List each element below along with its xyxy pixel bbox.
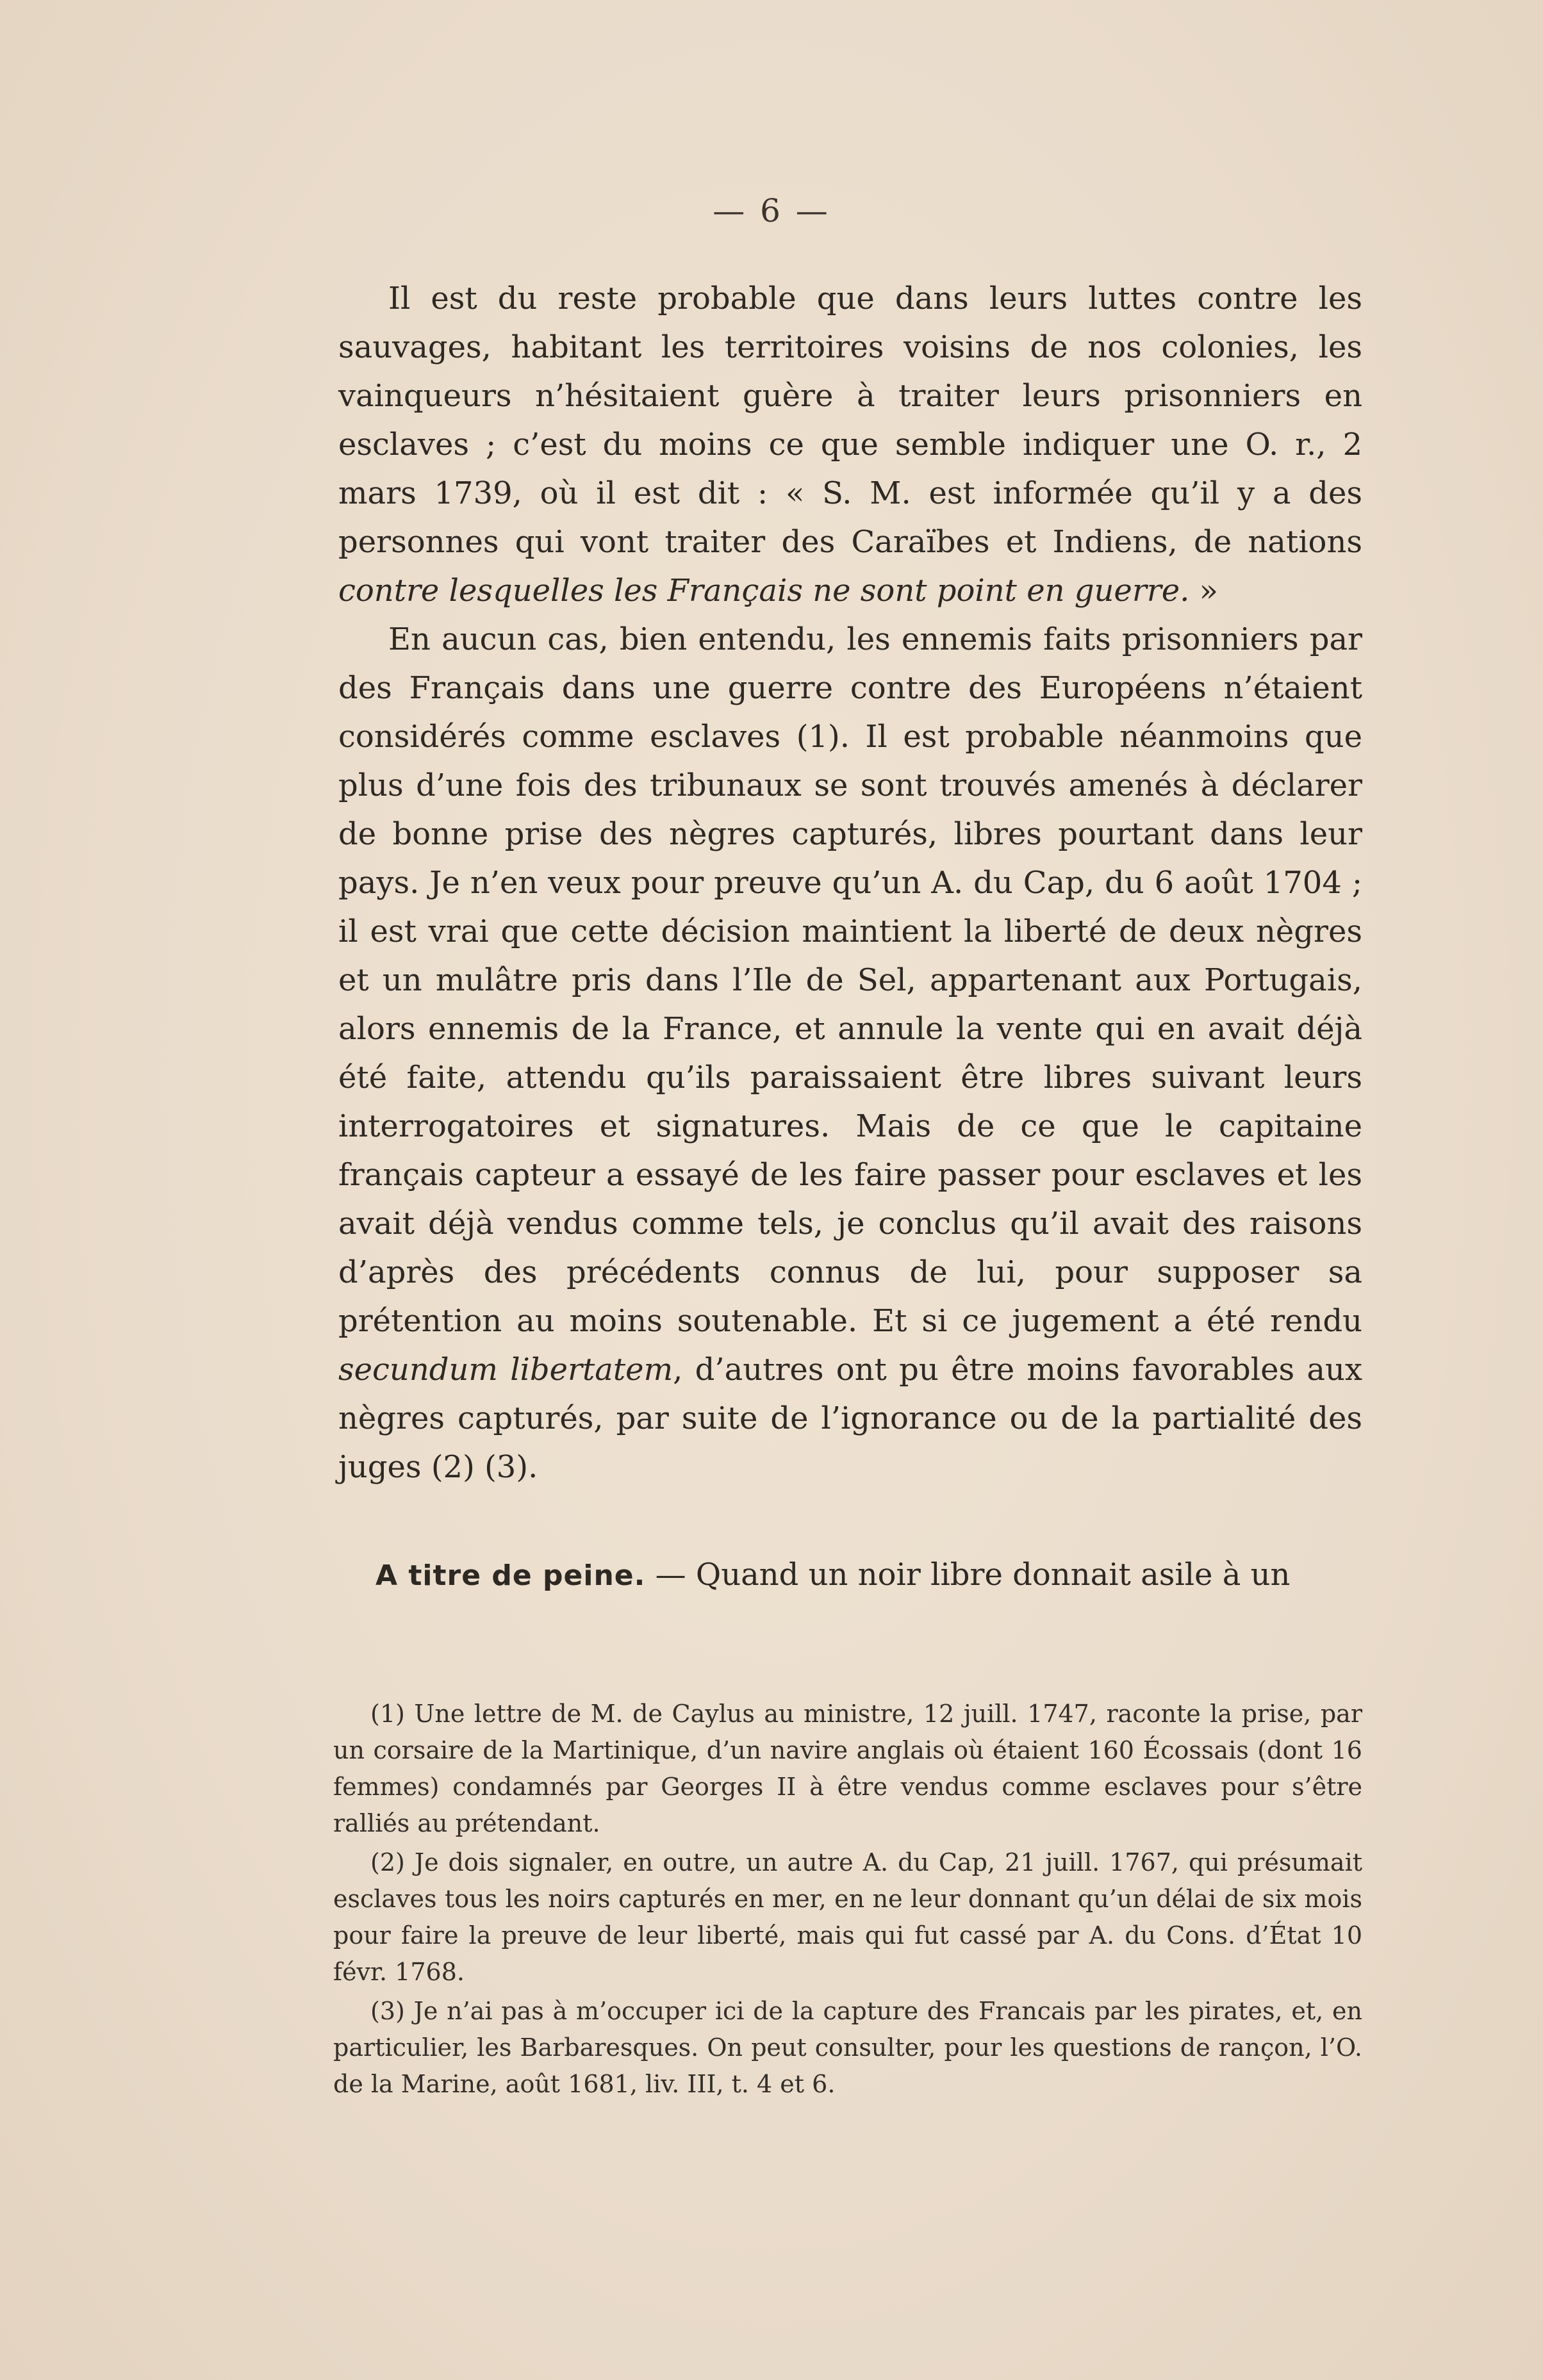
paragraph-1-end: »: [1189, 573, 1219, 609]
footnote-1: (1) Une lettre de M. de Caylus au ministre, 12 juill. 1747, raconte la prise, par un corsaire de la Martinique, d’un navire anglais où étaient 160 Écossais (dont 16 femmes) condamnés par Georges II à être vendus comme esclaves pour s’être ralliés au prétendant.: [333, 1700, 1362, 1837]
footnote-3: (3) Je n’ai pas à m’occuper ici de la capture des Francais par les pirates, et, en particulier, les Barbaresques. On peut consulter, pour les questions de rançon, l’O. de la Marine, août 1681, liv. III, t. 4 et 6.: [333, 1997, 1362, 2098]
main-text: [338, 274, 1362, 1491]
section-title: A titre de peine.: [375, 1559, 646, 1592]
section-start: [338, 1550, 1362, 1600]
paragraph-2-text: En aucun cas, bien entendu, les ennemis faits prisonniers par des Français dans une guerre contre des Européens n’étaient considérés comme esclaves (1). Il est probable néanmoins que plus d’une fois des tribunaux se sont trouvés amenés à déclarer de bonne prise des nègres capturés, libres pourtant dans leur pays. Je n’en veux pour preuve qu’un A. du Cap, du 6 août 1704 ; il est vrai que cette décision maintient la liberté de deux nègres et un mulâtre pris dans l’Ile de Sel, appartenant aux Portugais, alors ennemis de la France, et annule la vente qui en avait déjà été faite, attendu qu’ils paraissaient être libres suivant leurs interrogatoires et signatures. Mais de ce que le capitaine français capteur a essayé de les faire passer pour esclaves et les avait déjà vendus comme tels, je conclus qu’il avait des raisons d’après des précédents connus de lui, pour supposer sa prétention au moins soutenable. Et si ce jugement a été rendu: [338, 621, 1362, 1339]
footnotes: [333, 1696, 1362, 2103]
page-number: — 6 —: [713, 192, 830, 229]
paragraph-2-italic: secundum libertatem: [338, 1352, 673, 1388]
paragraph-1-italic: contre lesquelles les Français ne sont point en guerre.: [338, 573, 1190, 609]
section-paragraph: [338, 1550, 1362, 1600]
paragraph-1: [338, 274, 1362, 615]
footnote-2: (2) Je dois signaler, en outre, un autre A. du Cap, 21 juill. 1767, qui présumait esclaves tous les noirs capturés en mer, en ne leur donnant qu’un délai de six mois pour faire la preuve de leur liberté, mais qui fut cassé par A. du Cons. d’État 10 févr. 1768.: [333, 1848, 1362, 1986]
section-text: — Quand un noir libre donnait asile à un: [645, 1557, 1291, 1593]
paragraph-2: [338, 615, 1362, 1491]
paragraph-2-text-end: , d’autres ont pu être moins favorables aux nègres capturés, par suite de l’ignorance ou de la partialité des juges (2) (3).: [338, 1352, 1363, 1485]
paragraph-1-text: Il est du reste probable que dans leurs luttes contre les sauvages, habitant les territoires voisins de nos colonies, les vainqueurs n’hésitaient guère à traiter leurs prisonniers en esclaves ; c’est du moins ce que semble indiquer une O. r., 2 mars 1739, où il est dit : « S. M. est informée qu’il y a des personnes qui vont traiter des Caraïbes et Indiens, de nations: [338, 281, 1362, 560]
